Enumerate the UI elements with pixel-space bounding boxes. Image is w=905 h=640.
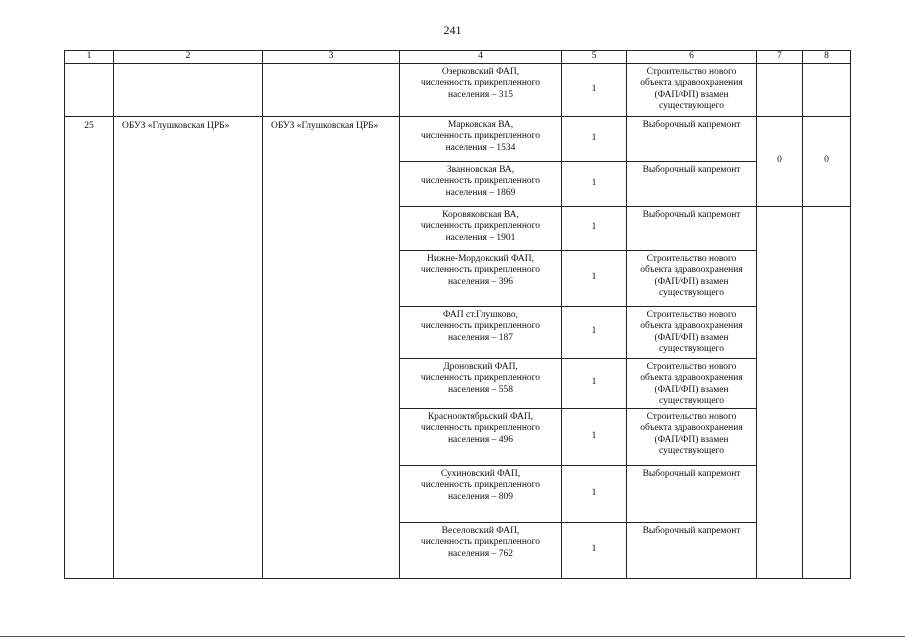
facility-cell — [400, 522, 562, 578]
work-line: Строительство нового — [646, 361, 737, 372]
work-line: объекта здравоохранения — [640, 78, 743, 88]
work-line: (ФАП/ФП) взамен — [654, 89, 729, 100]
work-line: (ФАП/ФП) взамен — [654, 384, 729, 395]
facility-line: населения – 762 — [447, 548, 514, 559]
column-header: 3 — [263, 51, 400, 64]
facility-cell — [400, 116, 562, 161]
work-line: Выборочный капремонт — [642, 164, 741, 175]
column-number-row — [65, 51, 851, 64]
facility-line: ФАП ст.Глушково, — [442, 309, 519, 320]
column-header: 1 — [65, 51, 114, 64]
work-line: (ФАП/ФП) взамен — [654, 332, 729, 343]
cell-org — [114, 63, 263, 116]
facility-line: Дроновский ФАП, — [443, 361, 518, 372]
quantity-cell: 1 — [562, 161, 627, 206]
facility-line: населения – 496 — [447, 434, 514, 445]
facility-line: населения – 558 — [447, 384, 514, 395]
column-header: 7 — [757, 51, 803, 64]
facility-cell — [400, 250, 562, 306]
facility-line: Коровяковская ВА, — [442, 209, 519, 220]
work-line: Выборочный капремонт — [642, 119, 741, 130]
facility-cell — [400, 306, 562, 358]
column-header: 6 — [627, 51, 757, 64]
quantity-cell: 1 — [562, 63, 627, 116]
facility-cell — [400, 408, 562, 465]
column-header: 4 — [400, 51, 562, 64]
work-line: Выборочный капремонт — [642, 525, 741, 536]
cell-col7 — [757, 206, 803, 578]
facility-line: населения – 809 — [447, 491, 514, 502]
facility-line: Озерковский ФАП, — [441, 66, 520, 77]
col7-value: 0 — [757, 116, 803, 206]
cell-col7 — [757, 63, 803, 116]
facilities-table — [64, 50, 851, 579]
quantity-cell: 1 — [562, 465, 627, 522]
work-type-cell — [627, 358, 757, 408]
column-header: 2 — [114, 51, 263, 64]
cell-org-col3 — [263, 63, 400, 116]
cell-col8 — [803, 63, 851, 116]
work-type-cell — [627, 522, 757, 578]
organization-name-col3: ОБУЗ «Глушковская ЦРБ» — [263, 116, 400, 578]
work-line: существующего — [659, 446, 724, 456]
facility-line: Веселовский ФАП, — [441, 525, 520, 536]
col8-value: 0 — [803, 116, 851, 206]
work-line: существующего — [659, 396, 724, 406]
table-row — [65, 116, 851, 161]
work-line: существующего — [659, 344, 724, 354]
work-line: существующего — [659, 101, 724, 111]
facility-line: Сухиновский ФАП, — [440, 468, 521, 479]
scan-edge-divider — [0, 636, 905, 637]
facility-line: численность прикрепленного — [420, 265, 541, 275]
facility-line: населения – 1869 — [445, 187, 516, 198]
facility-cell — [400, 63, 562, 116]
facility-line: численность прикрепленного — [420, 373, 541, 383]
facility-line: населения – 315 — [447, 89, 514, 100]
column-header: 8 — [803, 51, 851, 64]
facility-line: численность прикрепленного — [420, 221, 541, 231]
facility-cell — [400, 465, 562, 522]
work-type-cell — [627, 206, 757, 250]
organization-name: ОБУЗ «Глушковская ЦРБ» — [114, 116, 263, 578]
facility-line: численность прикрепленного — [420, 321, 541, 331]
facility-line: численность прикрепленного — [420, 176, 541, 186]
work-line: объекта здравоохранения — [640, 423, 743, 433]
work-line: существующего — [659, 288, 724, 298]
column-header: 5 — [562, 51, 627, 64]
cell-number — [65, 63, 114, 116]
work-type-cell — [627, 63, 757, 116]
quantity-cell: 1 — [562, 306, 627, 358]
work-line: Выборочный капремонт — [642, 468, 741, 479]
facility-cell — [400, 358, 562, 408]
facility-line: численность прикрепленного — [420, 480, 541, 490]
page-number: 241 — [443, 23, 462, 37]
facility-line: населения – 1534 — [445, 142, 516, 153]
work-type-cell — [627, 465, 757, 522]
work-line: Строительство нового — [646, 309, 737, 320]
cell-col8 — [803, 206, 851, 578]
work-type-cell — [627, 408, 757, 465]
work-line: объекта здравоохранения — [640, 321, 743, 331]
quantity-cell: 1 — [562, 250, 627, 306]
work-line: Строительство нового — [646, 411, 737, 422]
facility-line: Краснооктябрьский ФАП, — [427, 411, 534, 422]
work-type-cell — [627, 116, 757, 161]
facility-cell — [400, 206, 562, 250]
facility-line: численность прикрепленного — [420, 423, 541, 433]
work-line: Выборочный капремонт — [642, 209, 741, 220]
facility-line: Званновская ВА, — [446, 164, 515, 175]
work-type-cell — [627, 250, 757, 306]
facility-cell — [400, 161, 562, 206]
work-line: объекта здравоохранения — [640, 265, 743, 275]
quantity-cell: 1 — [562, 206, 627, 250]
work-line: (ФАП/ФП) взамен — [654, 276, 729, 287]
facility-line: численность прикрепленного — [420, 131, 541, 141]
facility-line: населения – 1901 — [445, 232, 516, 243]
facility-line: населения – 396 — [447, 276, 514, 287]
work-type-cell — [627, 306, 757, 358]
quantity-cell: 1 — [562, 408, 627, 465]
work-line: Строительство нового — [646, 66, 737, 77]
work-type-cell — [627, 161, 757, 206]
work-line: объекта здравоохранения — [640, 373, 743, 383]
work-line: (ФАП/ФП) взамен — [654, 434, 729, 445]
facility-line: численность прикрепленного — [420, 537, 541, 547]
quantity-cell: 1 — [562, 522, 627, 578]
quantity-cell: 1 — [562, 358, 627, 408]
table-row — [65, 63, 851, 116]
facility-line: населения – 187 — [447, 332, 514, 343]
facility-line: Марковская ВА, — [447, 119, 514, 130]
work-line: Строительство нового — [646, 253, 737, 264]
facility-line: численность прикрепленного — [420, 78, 541, 88]
row-number: 25 — [65, 116, 114, 578]
facility-line: Нижне-Мордокский ФАП, — [427, 253, 534, 264]
quantity-cell: 1 — [562, 116, 627, 161]
